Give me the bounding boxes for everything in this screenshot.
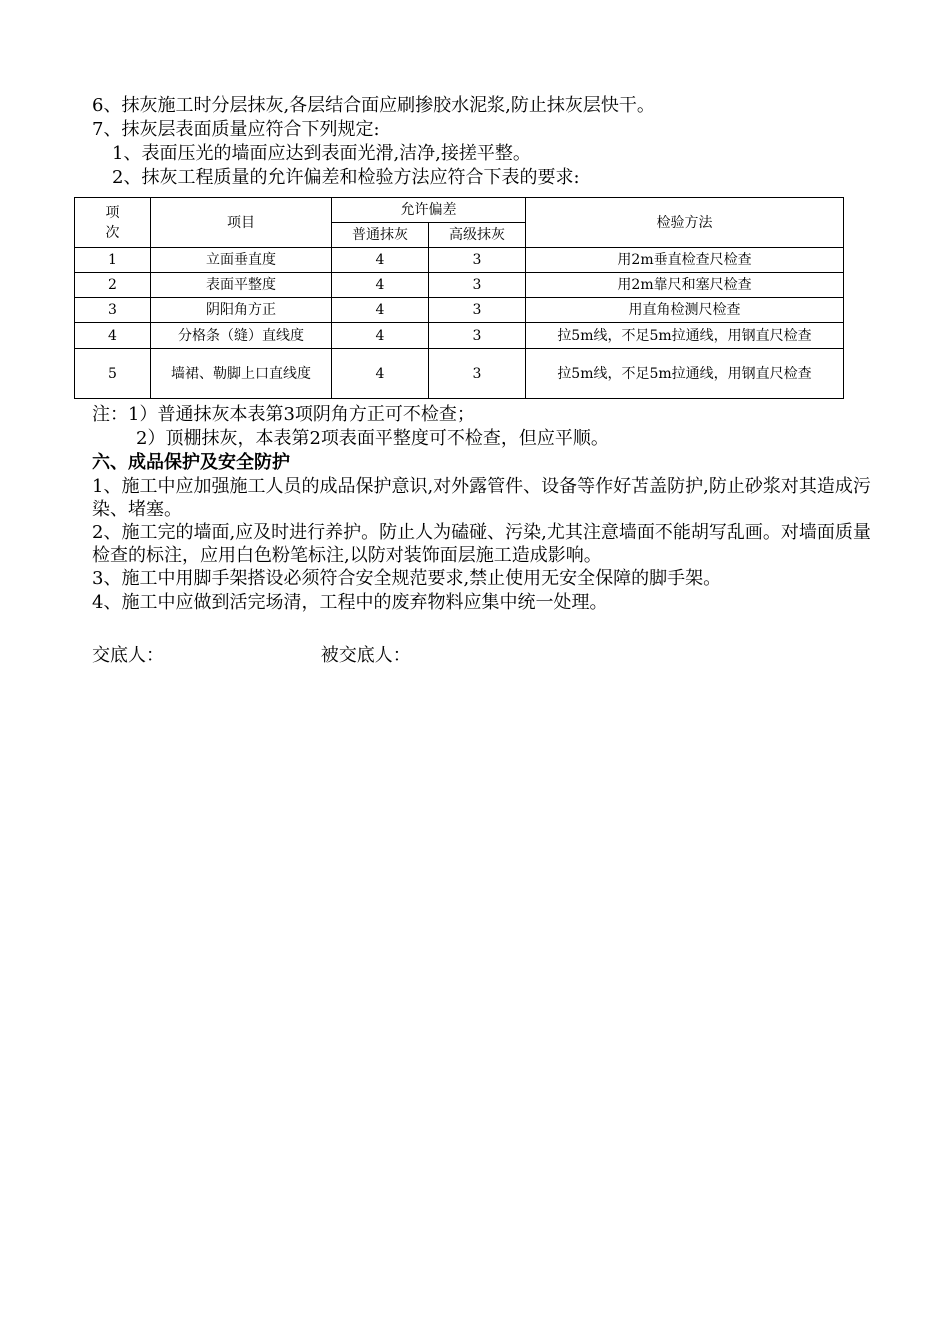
row-item: 阴阳角方正 xyxy=(151,298,332,323)
table-row xyxy=(75,248,844,273)
row-advanced: 3 xyxy=(429,323,526,349)
row-normal: 4 xyxy=(332,323,429,349)
lower-content xyxy=(92,403,882,668)
header-advanced: 高级抹灰 xyxy=(429,223,526,248)
sub-item-1-text: 1、表面压光的墙面应达到表面光滑,洁净,接搓平整。 xyxy=(112,143,531,164)
sub-item-2-text: 2、抹灰工程质量的允许偏差和检验方法应符合下表的要求: xyxy=(112,167,580,188)
row-seq: 4 xyxy=(75,323,151,349)
tolerance-table xyxy=(74,197,844,399)
table-row xyxy=(75,349,844,399)
signature-line xyxy=(92,644,882,668)
section-paragraph-4: 4、施工中应做到活完场清，工程中的废弃物料应集中统一处理。 xyxy=(92,592,608,613)
header-seq: 项次 xyxy=(75,198,151,248)
section-paragraph-2: 2、施工完的墙面,应及时进行养护。防止人为磕碰、污染,尤其注意墙面不能胡写乱画。对墙面质量检查的标注，应用白色粉笔标注,以防对装饰面层施工造成影响。 xyxy=(92,522,871,566)
row-seq: 1 xyxy=(75,248,151,273)
row-method: 拉5m线，不足5m拉通线，用钢直尺检查 xyxy=(526,349,844,399)
discloser-label: 交底人： xyxy=(92,645,164,666)
row-item: 墙裙、勒脚上口直线度 xyxy=(151,349,332,399)
row-advanced: 3 xyxy=(429,273,526,298)
row-seq: 3 xyxy=(75,298,151,323)
section-heading: 六、成品保护及安全防护 xyxy=(92,452,290,473)
section-paragraph-3: 3、施工中用脚手架搭设必须符合安全规范要求,禁止使用无安全保障的脚手架。 xyxy=(92,568,722,589)
note-2: 2）顶棚抹灰，本表第2项表面平整度可不检查，但应平顺。 xyxy=(136,428,609,449)
item-6-text: 6、抹灰施工时分层抹灰,各层结合面应刷掺胶水泥浆,防止抹灰层快干。 xyxy=(92,95,655,116)
header-item: 项目 xyxy=(151,198,332,248)
row-advanced: 3 xyxy=(429,248,526,273)
row-method: 拉5m线，不足5m拉通线，用钢直尺检查 xyxy=(526,323,844,349)
header-tolerance: 允许偏差 xyxy=(332,198,526,223)
table-row xyxy=(75,323,844,349)
row-advanced: 3 xyxy=(429,349,526,399)
row-normal: 4 xyxy=(332,248,429,273)
document-body xyxy=(92,94,882,190)
receiver-label: 被交底人： xyxy=(320,645,411,666)
row-seq: 5 xyxy=(75,349,151,399)
header-method: 检验方法 xyxy=(526,198,844,248)
item-7-text: 7、抹灰层表面质量应符合下列规定: xyxy=(92,119,380,140)
row-advanced: 3 xyxy=(429,298,526,323)
row-item: 分格条（缝）直线度 xyxy=(151,323,332,349)
section-paragraph-1: 1、施工中应加强施工人员的成品保护意识,对外露管件、设备等作好苫盖防护,防止砂浆对其造成污染、堵塞。 xyxy=(92,476,871,520)
row-normal: 4 xyxy=(332,349,429,399)
row-normal: 4 xyxy=(332,298,429,323)
row-normal: 4 xyxy=(332,273,429,298)
row-item: 表面平整度 xyxy=(151,273,332,298)
row-item: 立面垂直度 xyxy=(151,248,332,273)
table-row xyxy=(75,273,844,298)
note-1: 注：1）普通抹灰本表第3项阴角方正可不检查； xyxy=(92,404,475,425)
header-normal: 普通抹灰 xyxy=(332,223,429,248)
row-method: 用直角检测尺检查 xyxy=(526,298,844,323)
row-method: 用2m垂直检查尺检查 xyxy=(526,248,844,273)
table-row xyxy=(75,298,844,323)
row-method: 用2m靠尺和塞尺检查 xyxy=(526,273,844,298)
row-seq: 2 xyxy=(75,273,151,298)
